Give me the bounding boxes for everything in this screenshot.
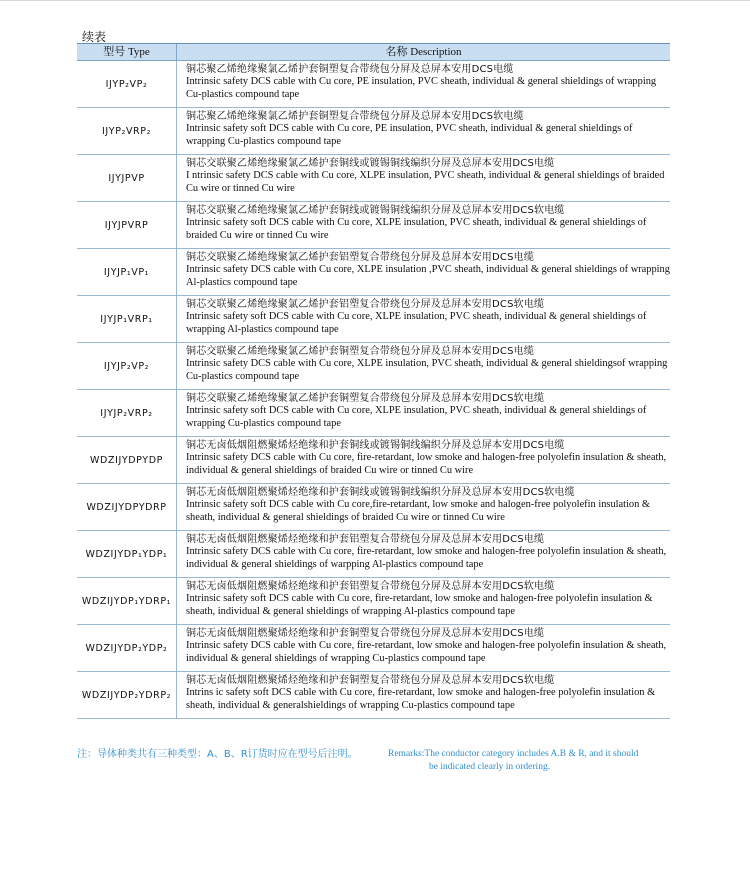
- description-cell: [177, 249, 670, 295]
- model-type: IJYP₂VP₂: [77, 61, 177, 107]
- description-chinese: 铜芯聚乙烯绝缘聚氯乙烯护套铜塑复合带绕包分屏及总屏本安用DCS电缆: [186, 64, 514, 75]
- description-chinese: 铜芯无卤低烟阻燃聚烯烃绝缘和护套铜线或镀锡铜线编织分屏及总屏本安用DCS电缆: [186, 440, 565, 451]
- note-english-line1: Remarks:The conductor category includes A.B & R, and it should: [388, 749, 639, 759]
- description-chinese: 铜芯无卤低烟阻燃聚烯烃绝缘和护套铜塑复合带绕包分屏及总屏本安用DCS电缆: [186, 628, 545, 639]
- description-chinese: 铜芯无卤低烟阻燃聚烯烃绝缘和护套铝塑复合带绕包分屏及总屏本安用DCS软电缆: [186, 581, 555, 592]
- description-english: Intrinsic safety soft DCS cable with Cu core, XLPE insulation, PVC sheath, individual & general shieldings of wrapping Cu-plastics compound tape: [186, 405, 647, 429]
- description-english: Intrinsic safety soft DCS cable with Cu core, PE insulation, PVC sheath, individual & general shieldings of wrapping Cu-plastics compound tape: [186, 123, 633, 147]
- description-chinese: 铜芯交联聚乙烯绝缘聚氯乙烯护套铜塑复合带绕包分屏及总屏本安用DCS电缆: [186, 346, 535, 357]
- table-row: [77, 343, 670, 390]
- model-type: IJYJPVP: [77, 155, 177, 201]
- model-type: IJYJP₂VP₂: [77, 343, 177, 389]
- model-type: WDZIJYDPYDRP: [77, 484, 177, 530]
- description-chinese: 铜芯交联聚乙烯绝缘聚氯乙烯护套铜塑复合带绕包分屏及总屏本安用DCS软电缆: [186, 393, 545, 404]
- note-chinese: 注：导体种类共有三种类型：A、B、R订货时应在型号后注明。: [77, 749, 358, 760]
- description-english: Intrinsic safety DCS cable with Cu core, fire-retardant, low smoke and halogen-free polyolefin insulation & sheath, individual & general shieldings of warpping Al-plastics compound tape: [186, 546, 667, 570]
- model-type: WDZIJYDPYDP: [77, 437, 177, 483]
- model-type: WDZIJYDP₂YDP₂: [77, 625, 177, 671]
- table-body: [77, 61, 670, 719]
- description-english: Intrinsic safety DCS cable with Cu core, fire-retardant, low smoke and halogen-free polyolefin insulation & sheath, individual & general shieldings of braided Cu wire or tinned Cu wire: [186, 452, 667, 476]
- description-english: Intrinsic safety soft DCS cable with Cu core, fire-retardant, low smoke and halogen-free polyolefin insulation & sheath, individual & general shieldings of wrapping Al-plastics compound tape: [186, 593, 653, 617]
- description-english: Intrinsic safety soft DCS cable with Cu core, XLPE insulation, PVC sheath, individual & general shieldings of braided Cu wire or tinned Cu wire: [186, 217, 647, 241]
- description-cell: [177, 484, 670, 530]
- table-row: [77, 61, 670, 108]
- description-chinese: 铜芯无卤低烟阻燃聚烯烃绝缘和护套铜塑复合带绕包分屏及总屏本安用DCS软电缆: [186, 675, 555, 686]
- note-english-line2: be indicated clearly in ordering.: [429, 762, 551, 772]
- table-row: [77, 155, 670, 202]
- continued-label: 续表: [82, 30, 107, 44]
- description-english: Intrinsic safety soft DCS cable with Cu core,fire-retardant, low smoke and halogen-free polyolefin insulation & sheath, individual & general shieldings of braided Cu wire or tinned Cu wire: [186, 499, 650, 523]
- table-row: [77, 437, 670, 484]
- description-english: Intrinsic safety DCS cable with Cu core, XLPE insulation, PVC sheath, individual & general shieldingsof wrapping Cu-plastics compound tape: [186, 358, 668, 382]
- description-cell: [177, 202, 670, 248]
- description-cell: [177, 578, 670, 624]
- description-cell: [177, 625, 670, 671]
- description-chinese: 铜芯无卤低烟阻燃聚烯烃绝缘和护套铜线或镀锡铜线编织分屏及总屏本安用DCS软电缆: [186, 487, 575, 498]
- description-english: Intrinsic safety DCS cable with Cu core, fire-retardant, low smoke and halogen-free polyolefin insulation & sheath, individual & general shieldings of wrapping Cu-plastics compound tape: [186, 640, 667, 664]
- table-row: [77, 484, 670, 531]
- description-cell: [177, 296, 670, 342]
- description-cell: [177, 343, 670, 389]
- table-row: [77, 625, 670, 672]
- model-type: IJYP₂VRP₂: [77, 108, 177, 154]
- table-row: [77, 390, 670, 437]
- description-chinese: 铜芯交联聚乙烯绝缘聚氯乙烯护套铜线或镀锡铜线编织分屏及总屏本安用DCS软电缆: [186, 205, 565, 216]
- description-english: Intrinsic safety DCS cable with Cu core, PE insulation, PVC sheath, individual & general shieldings of wrapping Cu-plastics compound tape: [186, 76, 657, 100]
- table-row: [77, 108, 670, 155]
- table-row: [77, 531, 670, 578]
- table-row: [77, 249, 670, 296]
- description-chinese: 铜芯无卤低烟阻燃聚烯烃绝缘和护套铝塑复合带绕包分屏及总屏本安用DCS电缆: [186, 534, 545, 545]
- description-english: Intrinsic safety soft DCS cable with Cu core, XLPE insulation, PVC sheath, individual & general shieldings of wrapping Al-plastics compound tape: [186, 311, 647, 335]
- table-row: [77, 296, 670, 343]
- model-type: IJYJPVRP: [77, 202, 177, 248]
- description-cell: [177, 155, 670, 201]
- description-chinese: 铜芯交联聚乙烯绝缘聚氯乙烯护套铝塑复合带绕包分屏及总屏本安用DCS软电缆: [186, 299, 545, 310]
- model-type: IJYJP₁VP₁: [77, 249, 177, 295]
- product-table: [77, 43, 670, 719]
- model-type: WDZIJYDP₁YDP₁: [77, 531, 177, 577]
- note-english: [388, 748, 688, 774]
- description-cell: [177, 531, 670, 577]
- header-description: 名称 Description: [385, 46, 462, 58]
- table-row: [77, 578, 670, 625]
- header-type: 型号 Type: [77, 44, 177, 60]
- model-type: IJYJP₂VRP₂: [77, 390, 177, 436]
- table-header: [77, 44, 670, 61]
- model-type: IJYJP₁VRP₁: [77, 296, 177, 342]
- description-cell: [177, 61, 670, 107]
- description-english: I ntrinsic safety DCS cable with Cu core, XLPE insulation, PVC sheath, individual & general shieldings of braided Cu wire or tinned Cu wire: [186, 170, 665, 194]
- top-border: [0, 0, 750, 1]
- description-cell: [177, 672, 670, 718]
- description-cell: [177, 437, 670, 483]
- table-row: [77, 202, 670, 249]
- description-english: Intrinsic safety DCS cable with Cu core, XLPE insulation ,PVC sheath, individual & general shieldings of wrapping Al-plastics compound tape: [186, 264, 670, 288]
- description-english: Intrins ic safety soft DCS cable with Cu core, fire-retardant, low smoke and halogen-free polyolefin insulation & sheath, individual & generalshieldings of wrapping Cu-plastics compound tape: [186, 687, 656, 711]
- description-chinese: 铜芯交联聚乙烯绝缘聚氯乙烯护套铝塑复合带绕包分屏及总屏本安用DCS电缆: [186, 252, 535, 263]
- description-cell: [177, 390, 670, 436]
- description-chinese: 铜芯聚乙烯绝缘聚氯乙烯护套铜塑复合带绕包分屏及总屏本安用DCS软电缆: [186, 111, 524, 122]
- model-type: WDZIJYDP₂YDRP₂: [77, 672, 177, 718]
- description-chinese: 铜芯交联聚乙烯绝缘聚氯乙烯护套铜线或镀锡铜线编织分屏及总屏本安用DCS电缆: [186, 158, 555, 169]
- description-cell: [177, 108, 670, 154]
- table-row: [77, 672, 670, 719]
- model-type: WDZIJYDP₁YDRP₁: [77, 578, 177, 624]
